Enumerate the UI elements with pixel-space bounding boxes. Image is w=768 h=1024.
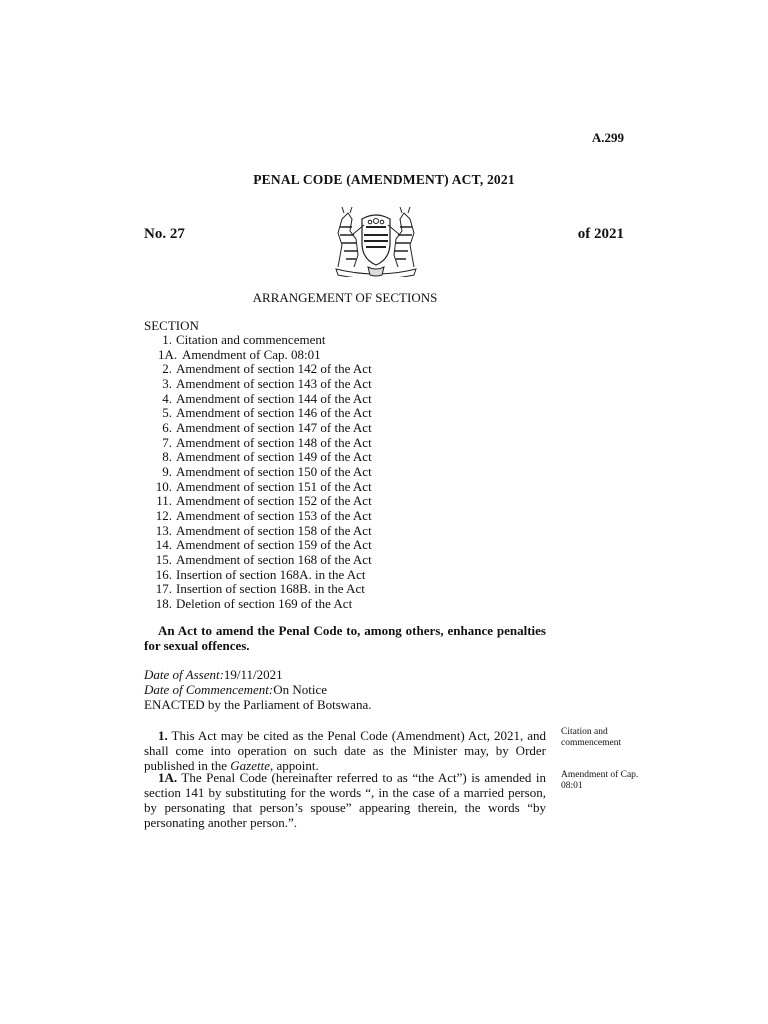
toc-item-number: 15. [155, 551, 172, 567]
section-text: This Act may be cited as the Penal Code (Amendment) Act, 2021, and shall come into operation on such date as the Minister may, by Order published in the [144, 728, 546, 773]
toc-item-number: 10. [155, 478, 172, 494]
toc-item-number: 9. [162, 463, 172, 479]
act-title: PENAL CODE (AMENDMENT) ACT, 2021 [253, 172, 515, 187]
toc-item-number: 14. [155, 537, 172, 553]
toc-item [144, 406, 444, 421]
toc-item [144, 582, 444, 597]
arrangement-heading: ARRANGEMENT OF SECTIONS [252, 290, 438, 305]
toc-item-number: 3. [162, 375, 172, 391]
toc-item-title: Citation and commencement [176, 332, 326, 347]
date-of-assent-value: 19/11/2021 [223, 667, 283, 682]
toc-item-number: 13. [155, 522, 172, 538]
toc-item [144, 362, 444, 377]
toc-item-title: Amendment of section 149 of the Act [176, 449, 372, 465]
date-of-commencement [144, 682, 546, 697]
section-1-paragraph [144, 728, 546, 773]
toc-item [144, 333, 444, 348]
toc-item [144, 553, 444, 568]
toc-item-title: Amendment of section 142 of the Act [176, 361, 372, 377]
page-number: A.299 [591, 130, 624, 145]
toc-item-title: Amendment of section 158 of the Act [176, 522, 372, 538]
margin-note: Citation and commencement [561, 727, 622, 748]
toc-item-title: Amendment of section 147 of the Act [176, 419, 372, 435]
date-of-commencement-label: Date of Commencement: [144, 682, 274, 697]
section-label: SECTION [144, 318, 199, 333]
toc-item-title: Amendment of section 148 of the Act [176, 434, 372, 450]
toc-item-title: Amendment of Cap. 08:01 [182, 346, 321, 362]
toc-item-title: Amendment of section 153 of the Act [176, 507, 372, 523]
act-metadata [144, 667, 546, 712]
toc-item [144, 524, 444, 539]
toc-item-title: Amendment of section 152 of the Act [176, 493, 372, 509]
toc-item-number: 18. [155, 595, 172, 611]
toc-item [144, 538, 444, 553]
long-title: An Act to amend the Penal Code to, among others, enhance penalties for sexual offences. [144, 623, 546, 653]
section-text: , appoint. [270, 758, 319, 773]
toc-item-title: Amendment of section 150 of the Act [176, 463, 372, 479]
margin-note: Amendment of Cap. 08:01 [561, 770, 639, 791]
enacted-rest: by the Parliament of Botswana. [204, 697, 372, 712]
act-number: No. 27 [144, 226, 185, 242]
toc-item [144, 480, 444, 495]
toc-item-number: 12. [155, 507, 172, 523]
toc-item [144, 348, 444, 363]
section-1a-paragraph [144, 770, 546, 830]
toc-item [144, 436, 444, 451]
enacted-word: ENACTED [144, 697, 205, 712]
toc-item [144, 509, 444, 524]
date-of-commencement-value: On Notice [273, 682, 328, 697]
toc-item [144, 568, 444, 583]
toc-item-number: 8. [162, 449, 172, 465]
toc-item [144, 597, 444, 612]
act-year: of 2021 [577, 226, 624, 242]
toc-item-number: 1A. [158, 346, 178, 362]
toc-item-number: 7. [162, 434, 172, 450]
date-of-assent [144, 667, 546, 682]
table-of-contents [144, 333, 444, 611]
toc-item-title: Deletion of section 169 of the Act [176, 595, 353, 611]
section-number: 1. [158, 728, 168, 743]
toc-item-title: Amendment of section 159 of the Act [176, 537, 372, 553]
date-of-assent-label: Date of Assent: [144, 667, 224, 682]
toc-item-number: 4. [162, 390, 172, 406]
toc-item [144, 450, 444, 465]
toc-item [144, 465, 444, 480]
toc-item-title: Insertion of section 168B. in the Act [176, 581, 365, 597]
toc-item-title: Insertion of section 168A. in the Act [176, 566, 366, 582]
toc-item-title: Amendment of section 168 of the Act [176, 551, 372, 567]
toc-item [144, 377, 444, 392]
toc-item-title: Amendment of section 144 of the Act [176, 390, 372, 406]
section-number: 1A. [158, 770, 178, 785]
toc-item [144, 421, 444, 436]
toc-item-number: 6. [162, 419, 172, 435]
toc-item-title: Amendment of section 151 of the Act [176, 478, 372, 494]
section-text-italic: Gazette [230, 758, 271, 773]
toc-item-number: 1. [162, 332, 172, 347]
toc-item-number: 11. [156, 493, 172, 509]
toc-item-number: 2. [162, 361, 172, 377]
toc-item-title: Amendment of section 143 of the Act [176, 375, 372, 391]
toc-item [144, 392, 444, 407]
section-text: The Penal Code (hereinafter referred to as “the Act”) is amended in section 141 by substituting for the words “, in the case of a married person, by personating that person’s spouse” appearing therein, the words “by personating another person.”. [144, 770, 546, 830]
toc-item-number: 5. [162, 405, 172, 421]
toc-item-title: Amendment of section 146 of the Act [176, 405, 372, 421]
coat-of-arms-icon [328, 205, 424, 277]
toc-item-number: 16. [155, 566, 172, 582]
enacting-formula [144, 697, 546, 712]
toc-item [144, 494, 444, 509]
toc-item-number: 17. [155, 581, 172, 597]
